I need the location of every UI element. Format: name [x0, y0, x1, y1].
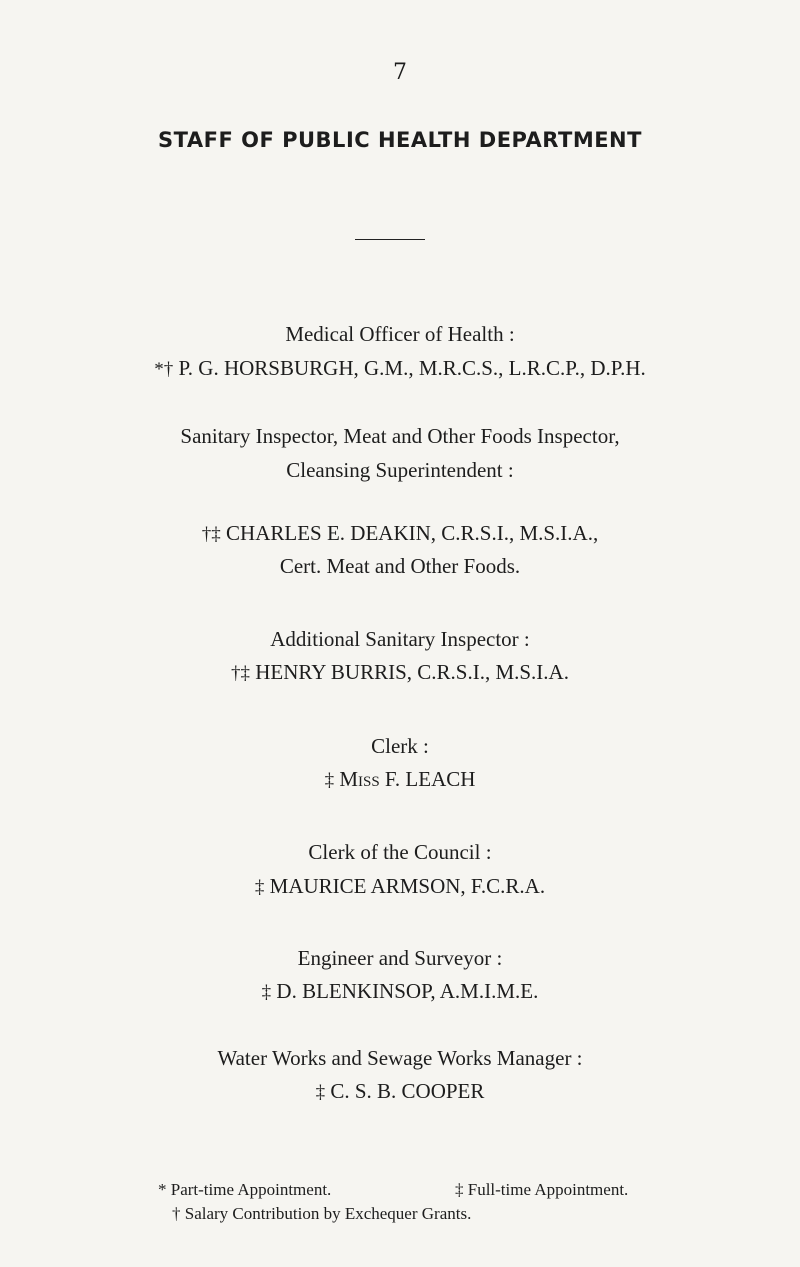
water-works-name-line [0, 1079, 800, 1104]
sanitary-inspector-name: CHARLES E. DEAKIN, C.R.S.I., M.S.I.A., [226, 521, 599, 545]
medical-officer-role: Medical Officer of Health : [285, 322, 515, 346]
footnote-salary [172, 1204, 471, 1224]
appointment-symbol: †‡ [201, 524, 221, 545]
footnote-text: Salary Contribution by Exchequer Grants. [184, 1204, 472, 1223]
additional-inspector-role: Additional Sanitary Inspector : [270, 627, 530, 651]
footnote-symbol: * [158, 1180, 167, 1199]
additional-inspector-name-line [0, 660, 800, 685]
footnote-full-time [455, 1180, 628, 1200]
engineer-name-line [0, 979, 800, 1004]
council-clerk-name: MAURICE ARMSON, F.C.R.A. [269, 874, 546, 898]
title-divider [355, 239, 425, 240]
council-clerk-role: Clerk of the Council : [308, 840, 492, 864]
appointment-symbol: ‡ [324, 770, 335, 791]
footnote-symbol: ‡ [455, 1180, 464, 1199]
appointment-symbol: ‡ [315, 1082, 326, 1103]
page-title: STAFF OF PUBLIC HEALTH DEPARTMENT [158, 128, 642, 152]
sanitary-inspector-cert: Cert. Meat and Other Foods. [279, 554, 521, 578]
appointment-symbol: *† [154, 359, 174, 380]
engineer-role: Engineer and Surveyor : [297, 946, 503, 970]
clerk-role: Clerk : [371, 734, 429, 758]
clerk-name-prefix: Miss [339, 767, 380, 791]
clerk-name: F. LEACH [384, 767, 476, 791]
medical-officer-name-line [0, 356, 800, 381]
footnote-symbol: † [172, 1204, 181, 1223]
page-number: 7 [393, 60, 407, 85]
council-clerk-name-line [0, 874, 800, 899]
medical-officer-name: P. G. HORSBURGH, G.M., M.R.C.S., L.R.C.P., D.P.H. [178, 356, 646, 380]
footnote-text: Part-time Appointment. [170, 1180, 332, 1199]
footnote-part-time [158, 1180, 331, 1200]
appointment-symbol: ‡ [261, 982, 272, 1003]
appointment-symbol: †‡ [231, 663, 251, 684]
footnote-text: Full-time Appointment. [467, 1180, 629, 1199]
engineer-name: D. BLENKINSOP, A.M.I.M.E. [276, 979, 539, 1003]
clerk-name-line [0, 767, 800, 792]
sanitary-inspector-role-cont: Cleansing Superintendent : [286, 458, 514, 482]
water-works-name: C. S. B. COOPER [330, 1079, 485, 1103]
sanitary-inspector-name-line [0, 521, 800, 546]
additional-inspector-name: HENRY BURRIS, C.R.S.I., M.S.I.A. [255, 660, 569, 684]
sanitary-inspector-role: Sanitary Inspector, Meat and Other Foods Inspector, [180, 424, 620, 448]
appointment-symbol: ‡ [254, 877, 265, 898]
water-works-role: Water Works and Sewage Works Manager : [217, 1046, 583, 1070]
